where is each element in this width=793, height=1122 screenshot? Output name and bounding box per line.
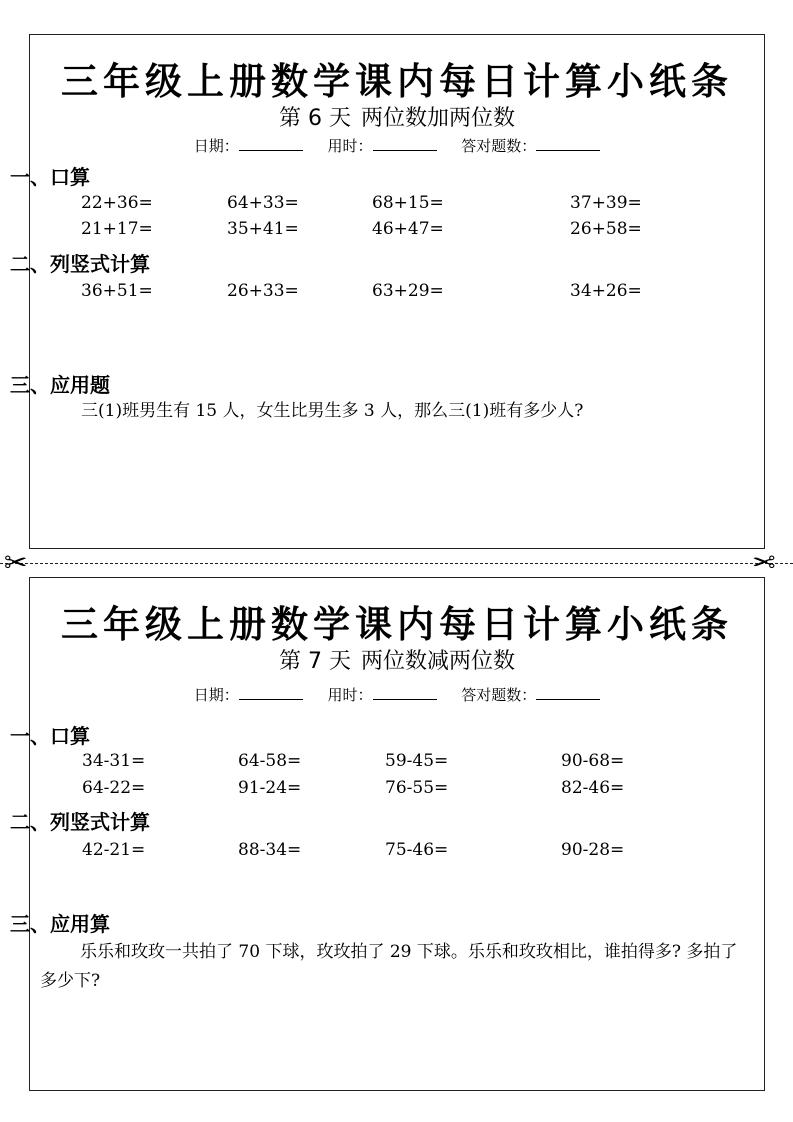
oral-row <box>30 778 764 802</box>
time-label: 用时： <box>327 137 373 155</box>
worksheet-subtitle <box>30 101 764 132</box>
section-oral-heading: 一、口算 <box>10 724 90 748</box>
date-field[interactable] <box>239 685 303 700</box>
day-label: 第 7 天 <box>279 649 351 674</box>
problem-item: 88-34= <box>238 840 302 860</box>
problem-item: 26+33= <box>227 281 299 301</box>
problem-item: 82-46= <box>561 778 625 798</box>
vertical-row <box>30 840 764 864</box>
day-label: 第 6 天 <box>279 106 351 131</box>
problem-item: 21+17= <box>81 219 153 239</box>
vertical-row <box>30 281 764 305</box>
problem-item: 63+29= <box>372 281 444 301</box>
meta-row <box>30 135 764 156</box>
worksheet-title: 三年级上册数学课内每日计算小纸条 <box>61 60 733 103</box>
topic-label: 两位数减两位数 <box>360 649 515 674</box>
time-label: 用时： <box>327 686 373 704</box>
problem-item: 59-45= <box>385 751 449 771</box>
worksheet-title: 三年级上册数学课内每日计算小纸条 <box>61 603 733 646</box>
section-vertical-heading: 二、列竖式计算 <box>10 810 150 834</box>
time-field[interactable] <box>373 685 437 700</box>
worksheet-subtitle <box>30 644 764 675</box>
problem-item: 34-31= <box>82 751 146 771</box>
problem-item: 68+15= <box>372 193 444 213</box>
worksheet-day7 <box>10 577 765 1091</box>
problem-item: 64-22= <box>82 778 146 798</box>
oral-row <box>30 219 764 243</box>
problem-item: 91-24= <box>238 778 302 798</box>
problem-item: 37+39= <box>570 193 642 213</box>
correct-count-label: 答对题数： <box>461 686 537 704</box>
oral-row <box>30 193 764 217</box>
problem-item: 34+26= <box>570 281 642 301</box>
topic-label: 两位数加两位数 <box>360 106 515 131</box>
correct-count-field[interactable] <box>536 685 600 700</box>
problem-item: 90-28= <box>561 840 625 860</box>
scissors-icon: ✂ <box>752 546 776 579</box>
problem-item: 22+36= <box>81 193 153 213</box>
cut-line <box>0 563 793 564</box>
problem-item: 75-46= <box>385 840 449 860</box>
time-field[interactable] <box>373 136 437 151</box>
problem-item: 35+41= <box>227 219 299 239</box>
problem-item: 42-21= <box>82 840 146 860</box>
date-field[interactable] <box>239 136 303 151</box>
word-problem: 乐乐和玫玫一共拍了 70 下球，玫玫拍了 29 下球。乐乐和玫玫相比，谁拍得多? 多拍了多少下? <box>40 942 738 991</box>
correct-count-label: 答对题数： <box>461 137 537 155</box>
section-application-heading: 三、应用算 <box>10 912 110 936</box>
date-label: 日期： <box>193 686 239 704</box>
oral-row <box>30 751 764 775</box>
problem-item: 64-58= <box>238 751 302 771</box>
word-problem: 三(1)班男生有 15 人，女生比男生多 3 人，那么三(1)班有多少人? <box>81 401 584 421</box>
section-application-heading: 三、应用题 <box>10 373 110 397</box>
problem-item: 76-55= <box>385 778 449 798</box>
correct-count-field[interactable] <box>536 136 600 151</box>
problem-item: 46+47= <box>372 219 444 239</box>
worksheet-day6 <box>10 34 765 549</box>
problem-item: 36+51= <box>81 281 153 301</box>
meta-row <box>30 684 764 705</box>
problem-item: 64+33= <box>227 193 299 213</box>
date-label: 日期： <box>193 137 239 155</box>
scissors-icon: ✂ <box>4 546 28 579</box>
section-vertical-heading: 二、列竖式计算 <box>10 252 150 276</box>
section-oral-heading: 一、口算 <box>10 165 90 189</box>
problem-item: 26+58= <box>570 219 642 239</box>
problem-item: 90-68= <box>561 751 625 771</box>
